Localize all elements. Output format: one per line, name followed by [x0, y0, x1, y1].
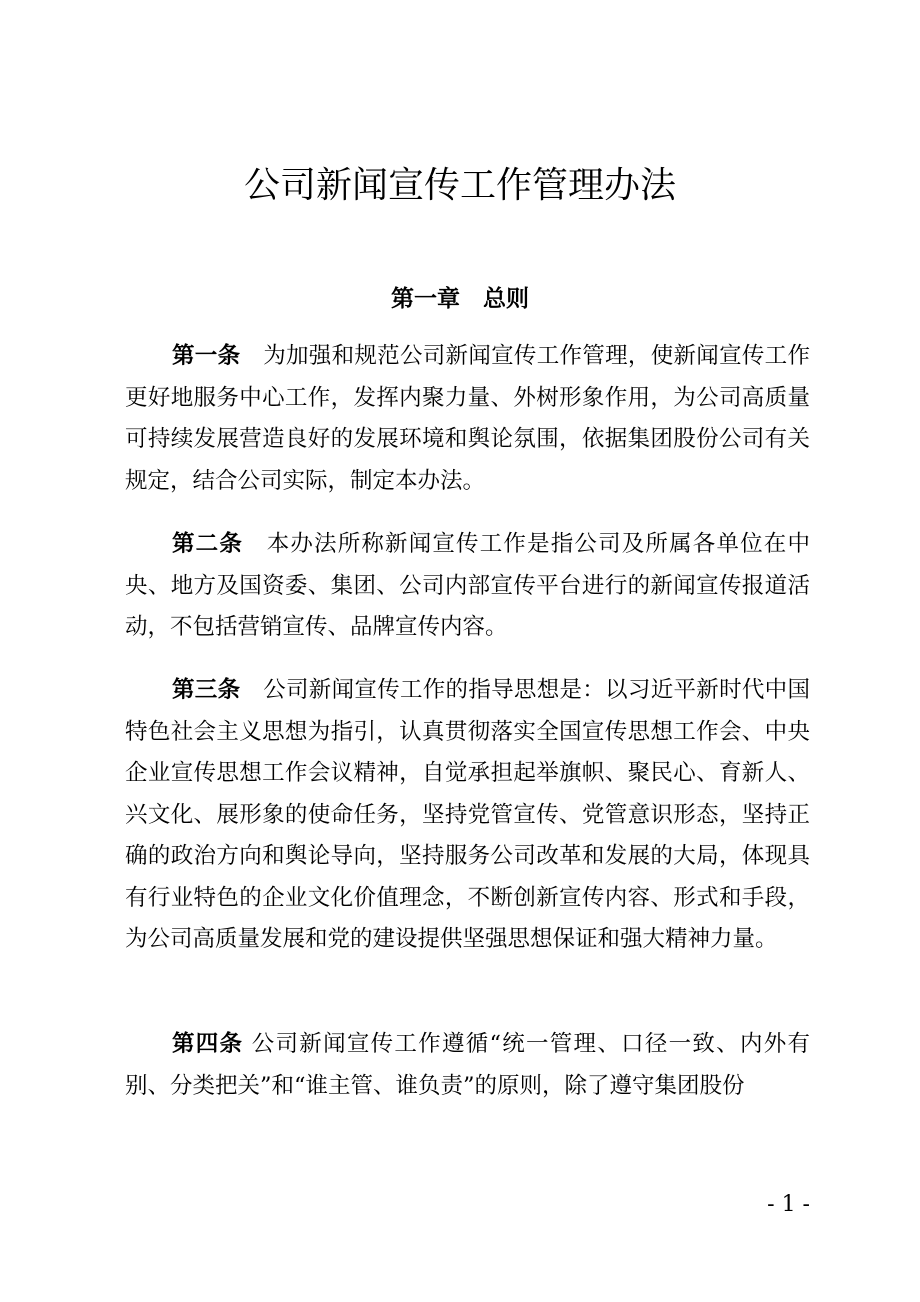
article-heading: 第一条 — [172, 343, 241, 369]
article-body: 为加强和规范公司新闻宣传工作管理，使新闻宣传工作更好地服务中心工作，发挥内聚力量、外树形象作用，为公司高质量可持续发展营造良好的发展环境和舆论氛围，依据集团股份公司有关规定，结合公司实际，制定本办法。 — [125, 343, 810, 494]
article-separator — [243, 1031, 251, 1057]
article-heading: 第三条 — [172, 677, 241, 703]
article-body: 公司新闻宣传工作遵循“统一管理、口径一致、内外有别、分类把关”和“谁主管、谁负责”的原则，除了遵守集团股份 — [125, 1031, 810, 1099]
article-paragraph — [125, 670, 810, 961]
document-title: 公司新闻宣传工作管理办法 — [243, 165, 676, 206]
article-heading: 第二条 — [172, 531, 244, 557]
article-body: 公司新闻宣传工作的指导思想是：以习近平新时代中国特色社会主义思想为指引，认真贯彻落实全国宣传思想工作会、中央企业宣传思想工作会议精神，自觉承担起举旗帜、聚民心、育新人、兴文化、展形象的使命任务，坚持党管宣传、党管意识形态，坚持正确的政治方向和舆论导向，坚持服务公司改革和发展的大局，体现具有行业特色的企业文化价值理念，不断创新宣传内容、形式和手段，为公司高质量发展和党的建设提供坚强思想保证和强大精神力量。 — [125, 677, 810, 952]
article-separator — [240, 677, 263, 703]
article-paragraph — [125, 336, 810, 502]
article-paragraph — [125, 524, 810, 649]
page-number: - 1 - — [767, 1192, 810, 1217]
article-paragraph — [125, 1024, 810, 1107]
article-body: 本办法所称新闻宣传工作是指公司及所属各单位在中央、地方及国资委、集团、公司内部宣传平台进行的新闻宣传报道活动，不包括营销宣传、品牌宣传内容。 — [125, 531, 810, 640]
article-separator — [240, 343, 263, 369]
article-separator — [243, 531, 267, 557]
article-heading: 第四条 — [172, 1031, 244, 1057]
chapter-heading: 第一章 总则 — [391, 286, 529, 312]
